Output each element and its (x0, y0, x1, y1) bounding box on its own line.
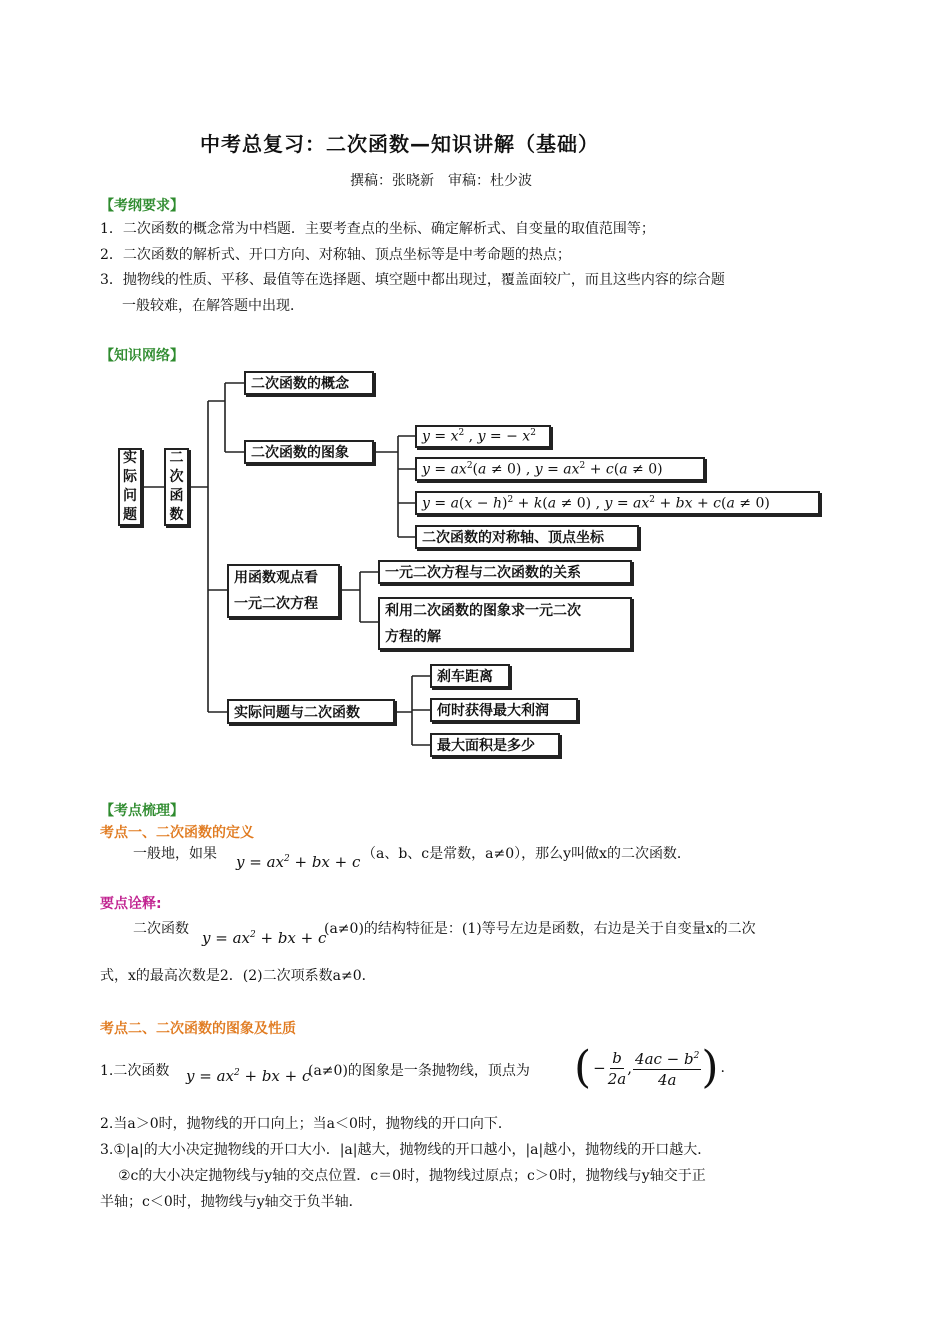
node-axis-vertex: 二次函数的对称轴、顶点坐标 (415, 525, 639, 549)
formula-3-text: $y = a(x - h)^2 + k(a \ne 0)$ , $y = ax^2$ + bx + c(a ≠ 0) (422, 494, 770, 512)
kaogang-item-1: 1．二次函数的概念常为中档题．主要考查点的坐标、确定解析式、自变量的取值范围等； (100, 221, 655, 237)
node-char: 实 (123, 450, 137, 466)
node-char: 数 (169, 507, 184, 523)
note-pre: 二次函数 (133, 921, 189, 937)
node-concept: 二次函数的概念 (244, 371, 374, 395)
page-title: 中考总复习：二次函数—知识讲解（基础） (200, 132, 599, 156)
frac-den: 2a (607, 1069, 627, 1088)
node-char: 二 (169, 450, 184, 466)
paren-left: ( (574, 1042, 592, 1093)
kp2-3c: 半轴；c＜0时，抛物线与y轴交于负半轴． (100, 1194, 363, 1210)
frac-num: $4ac - b^2$ (633, 1046, 701, 1070)
node-braking: 刹车距离 (430, 664, 510, 688)
section-kaodian: 【考点梳理】 (100, 803, 184, 819)
node-formula-1 (415, 425, 551, 448)
frac-num: b (612, 1048, 622, 1067)
period: . (720, 1060, 725, 1076)
node-char: 次 (169, 469, 184, 485)
node-line: 用函数观点看 (234, 570, 318, 586)
node-practical: 实际问题与二次函数 (227, 699, 395, 724)
kp2-1-mid: (a≠0)的图象是一条抛物线，顶点为 (308, 1063, 530, 1079)
comma: , (627, 1059, 633, 1077)
node-line: 利用二次函数的图象求一元二次 (385, 602, 581, 619)
section-network: 【知识网络】 (100, 348, 184, 364)
node-max-area: 最大面积是多少 (430, 733, 560, 757)
node-shiji-wenti (118, 448, 142, 526)
note-post: (a≠0)的结构特征是：(1)等号左边是函数，右边是关于自变量x的二次 (324, 921, 756, 937)
kp1-post: （a、b、c是常数，a≠0），那么y叫做x的二次函数． (362, 846, 691, 862)
formula-2-text: $y = ax^2(a \ne 0)$ , $y = ax^2 + c(a \ne 0)$ (422, 460, 663, 478)
node-equation-relation: 一元二次方程与二次函数的关系 (378, 560, 632, 584)
kaogang-item-2: 2．二次函数的解析式、开口方向、对称轴、顶点坐标等是中考命题的热点； (100, 247, 571, 263)
node-max-profit: 何时获得最大利润 (430, 698, 578, 722)
frac-y (633, 1046, 701, 1090)
kp1-formula (236, 853, 360, 871)
frac-x (608, 1048, 627, 1089)
authors: 撰稿：张晓新 审稿：杜少波 (350, 173, 532, 189)
node-formula-3 (415, 491, 820, 515)
node-formula-2 (415, 457, 705, 481)
frac-den: 4a (657, 1071, 677, 1089)
kaogang-item-3-cont: 一般较难，在解答题中出现． (122, 298, 304, 314)
formula-text: $y = ax^2$ + bx + c (236, 853, 361, 871)
kaogang-item-3: 3．抛物线的性质、平移、最值等在选择题、填空题中都出现过，覆盖面较广，而且这些内容的综合题 (100, 272, 725, 288)
node-line: 方程的解 (385, 628, 441, 645)
paren-right: ) (701, 1042, 719, 1093)
node-erci-hanshu (164, 448, 189, 526)
node-char: 问 (123, 488, 137, 504)
vertex-formula (574, 1043, 725, 1093)
formula-1-text: $y = x^2$ , y = − $x^2$ (422, 428, 536, 445)
kaodian-1-title: 考点一、二次函数的定义 (100, 825, 254, 841)
kp2-1-pre: 1.二次函数 (100, 1063, 170, 1079)
kp2-3a: 3.①|a|的大小决定抛物线的开口大小．|a|越大，抛物线的开口越小，|a|越小，抛物线的开口越大． (100, 1142, 712, 1158)
formula-text: $y = ax^2$ + bx + c (202, 929, 327, 947)
formula-text: $y = ax^2$ + bx + c (186, 1067, 311, 1085)
node-char: 题 (123, 507, 137, 523)
note-formula (202, 929, 326, 947)
node-graph: 二次函数的图象 (244, 440, 374, 464)
note-title: 要点诠释: (100, 896, 162, 912)
node-char: 函 (169, 488, 184, 504)
kp2-1-formula (186, 1067, 310, 1085)
node-graph-solve (378, 597, 632, 650)
kp2-2: 2.当a＞0时，抛物线的开口向上；当a＜0时，抛物线的开口向下． (100, 1116, 512, 1132)
kaodian-2-title: 考点二、二次函数的图象及性质 (100, 1021, 296, 1037)
node-function-view (227, 564, 340, 618)
kp2-3b: ②c的大小决定抛物线与y轴的交点位置．c＝0时，抛物线过原点；c＞0时，抛物线与y轴交于正 (118, 1168, 706, 1184)
minus-sign: − (593, 1059, 606, 1077)
kp1-pre: 一般地，如果 (133, 846, 217, 862)
node-line: 一元二次方程 (234, 596, 318, 612)
note-line-2: 式，x的最高次数是2．(2)二次项系数a≠0． (100, 968, 376, 984)
section-kaogang: 【考纲要求】 (100, 198, 184, 214)
node-char: 际 (123, 469, 137, 485)
